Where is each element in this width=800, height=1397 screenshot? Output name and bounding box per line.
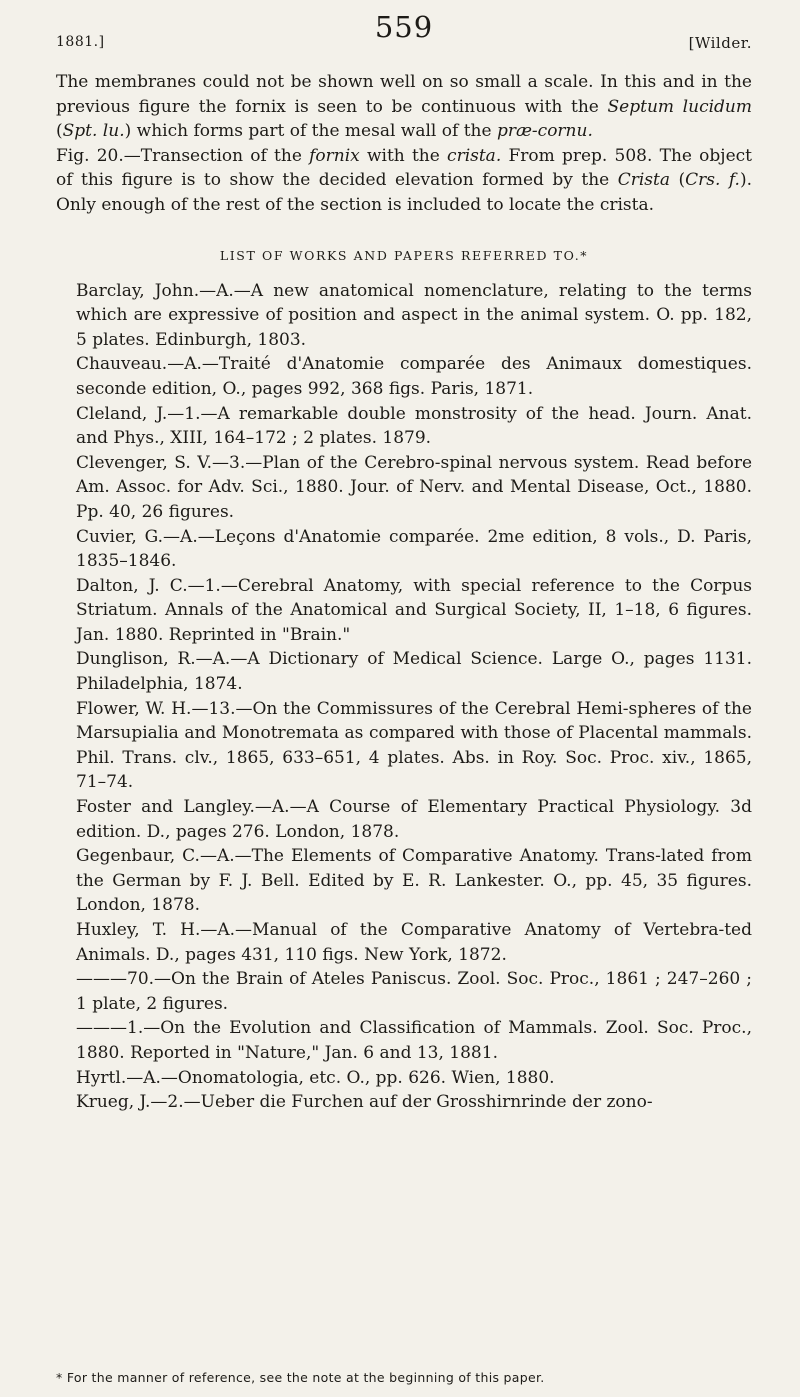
reference-item: Hyrtl.—A.—Onomatologia, etc. O., pp. 626. Wien, 1880. bbox=[76, 1067, 555, 1088]
figure-caption: Fig. 20.—Transection of the fornix with the crista. From prep. 508. The object of this figure is to show the decided elevation formed by the Crista (Crs. f.). Only enough of the rest of the section is included to locate the crista. bbox=[56, 145, 752, 215]
reference-item: ———1.—On the Evolution and Classification of Mammals. Zool. Soc. Proc., 1880. Reported in "Nature," Jan. 6 and 13, 1881. bbox=[76, 1018, 752, 1063]
footnote: * For the manner of reference, see the note at the beginning of this paper. bbox=[56, 1370, 545, 1385]
reference-item: ———70.—On the Brain of Ateles Paniscus. Zool. Soc. Proc., 1861 ; 247–260 ; 1 plate, 2 figures. bbox=[76, 969, 752, 1014]
running-header bbox=[56, 0, 752, 70]
reference-item: Cuvier, G.—A.—Leçons d'Anatomie comparée. 2me edition, 8 vols., D. Paris, 1835–1846. bbox=[76, 526, 752, 572]
reference-list bbox=[56, 279, 752, 1115]
reference-item: Krueg, J.—2.—Ueber die Furchen auf der Grosshirnrinde der zono- bbox=[76, 1092, 653, 1113]
reference-item: Huxley, T. H.—A.—Manual of the Comparative Anatomy of Vertebra-ted Animals. D., pages 431, 110 figs. New York, 1872. bbox=[76, 920, 752, 965]
reference-item: Flower, W. H.—13.—On the Commissures of the Cerebral Hemi-spheres of the Marsupialia and Monotremata as compared with those of Placental mammals. Phil. Trans. clv., 1865, 633–651, 4 plates. Abs. in Roy. Soc. Proc. xiv., 1865, 71–74. bbox=[76, 698, 752, 793]
reference-item: Clevenger, S. V.—3.—Plan of the Cerebro-spinal nervous system. Read before Am. Assoc. for Adv. Sci., 1880. Jour. of Nerv. and Mental Disease, Oct., 1880. Pp. 40, 26 figures. bbox=[76, 452, 752, 522]
reference-item: Barclay, John.—A.—A new anatomical nomenclature, relating to the terms which are expressive of position and aspect in the animal system. O. pp. 182, 5 plates. Edinburgh, 1803. bbox=[76, 280, 752, 350]
section-title: LIST OF WORKS AND PAPERS REFERRED TO.* bbox=[219, 247, 589, 263]
header-year: 1881.] bbox=[56, 34, 105, 50]
intro-text bbox=[56, 70, 752, 218]
reference-item: Dunglison, R.—A.—A Dictionary of Medical Science. Large O., pages 1131. Philadelphia, 1874. bbox=[76, 649, 752, 695]
intro-paragraph: The membranes could not be shown well on so small a scale. In this and in the previous figure the fornix is seen to be continuous with the Septum lucidum (Spt. lu.) which forms part of the mesal wall of the præ-cornu. bbox=[56, 72, 752, 142]
reference-item: Gegenbaur, C.—A.—The Elements of Comparative Anatomy. Trans-lated from the German by F. J. Bell. Edited by E. R. Lankester. O., pp. 45, 35 figures. London, 1878. bbox=[76, 846, 752, 916]
page-number: 559 bbox=[374, 10, 434, 44]
reference-item: Cleland, J.—1.—A remarkable double monstrosity of the head. Journ. Anat. and Phys., XIII, 164–172 ; 2 plates. 1879. bbox=[76, 403, 752, 449]
reference-item: Chauveau.—A.—Traité d'Anatomie comparée des Animaux domestiques. seconde edition, O., pages 992, 368 figs. Paris, 1871. bbox=[76, 354, 752, 399]
reference-item: Foster and Langley.—A.—A Course of Elementary Practical Physiology. 3d edition. D., pages 276. London, 1878. bbox=[76, 797, 752, 842]
header-author: [Wilder. bbox=[688, 34, 752, 52]
reference-item: Dalton, J. C.—1.—Cerebral Anatomy, with special reference to the Corpus Striatum. Annals of the Anatomical and Surgical Society, II, 1–18, 6 figures. Jan. 1880. Reprinted in "Brain." bbox=[76, 575, 752, 645]
